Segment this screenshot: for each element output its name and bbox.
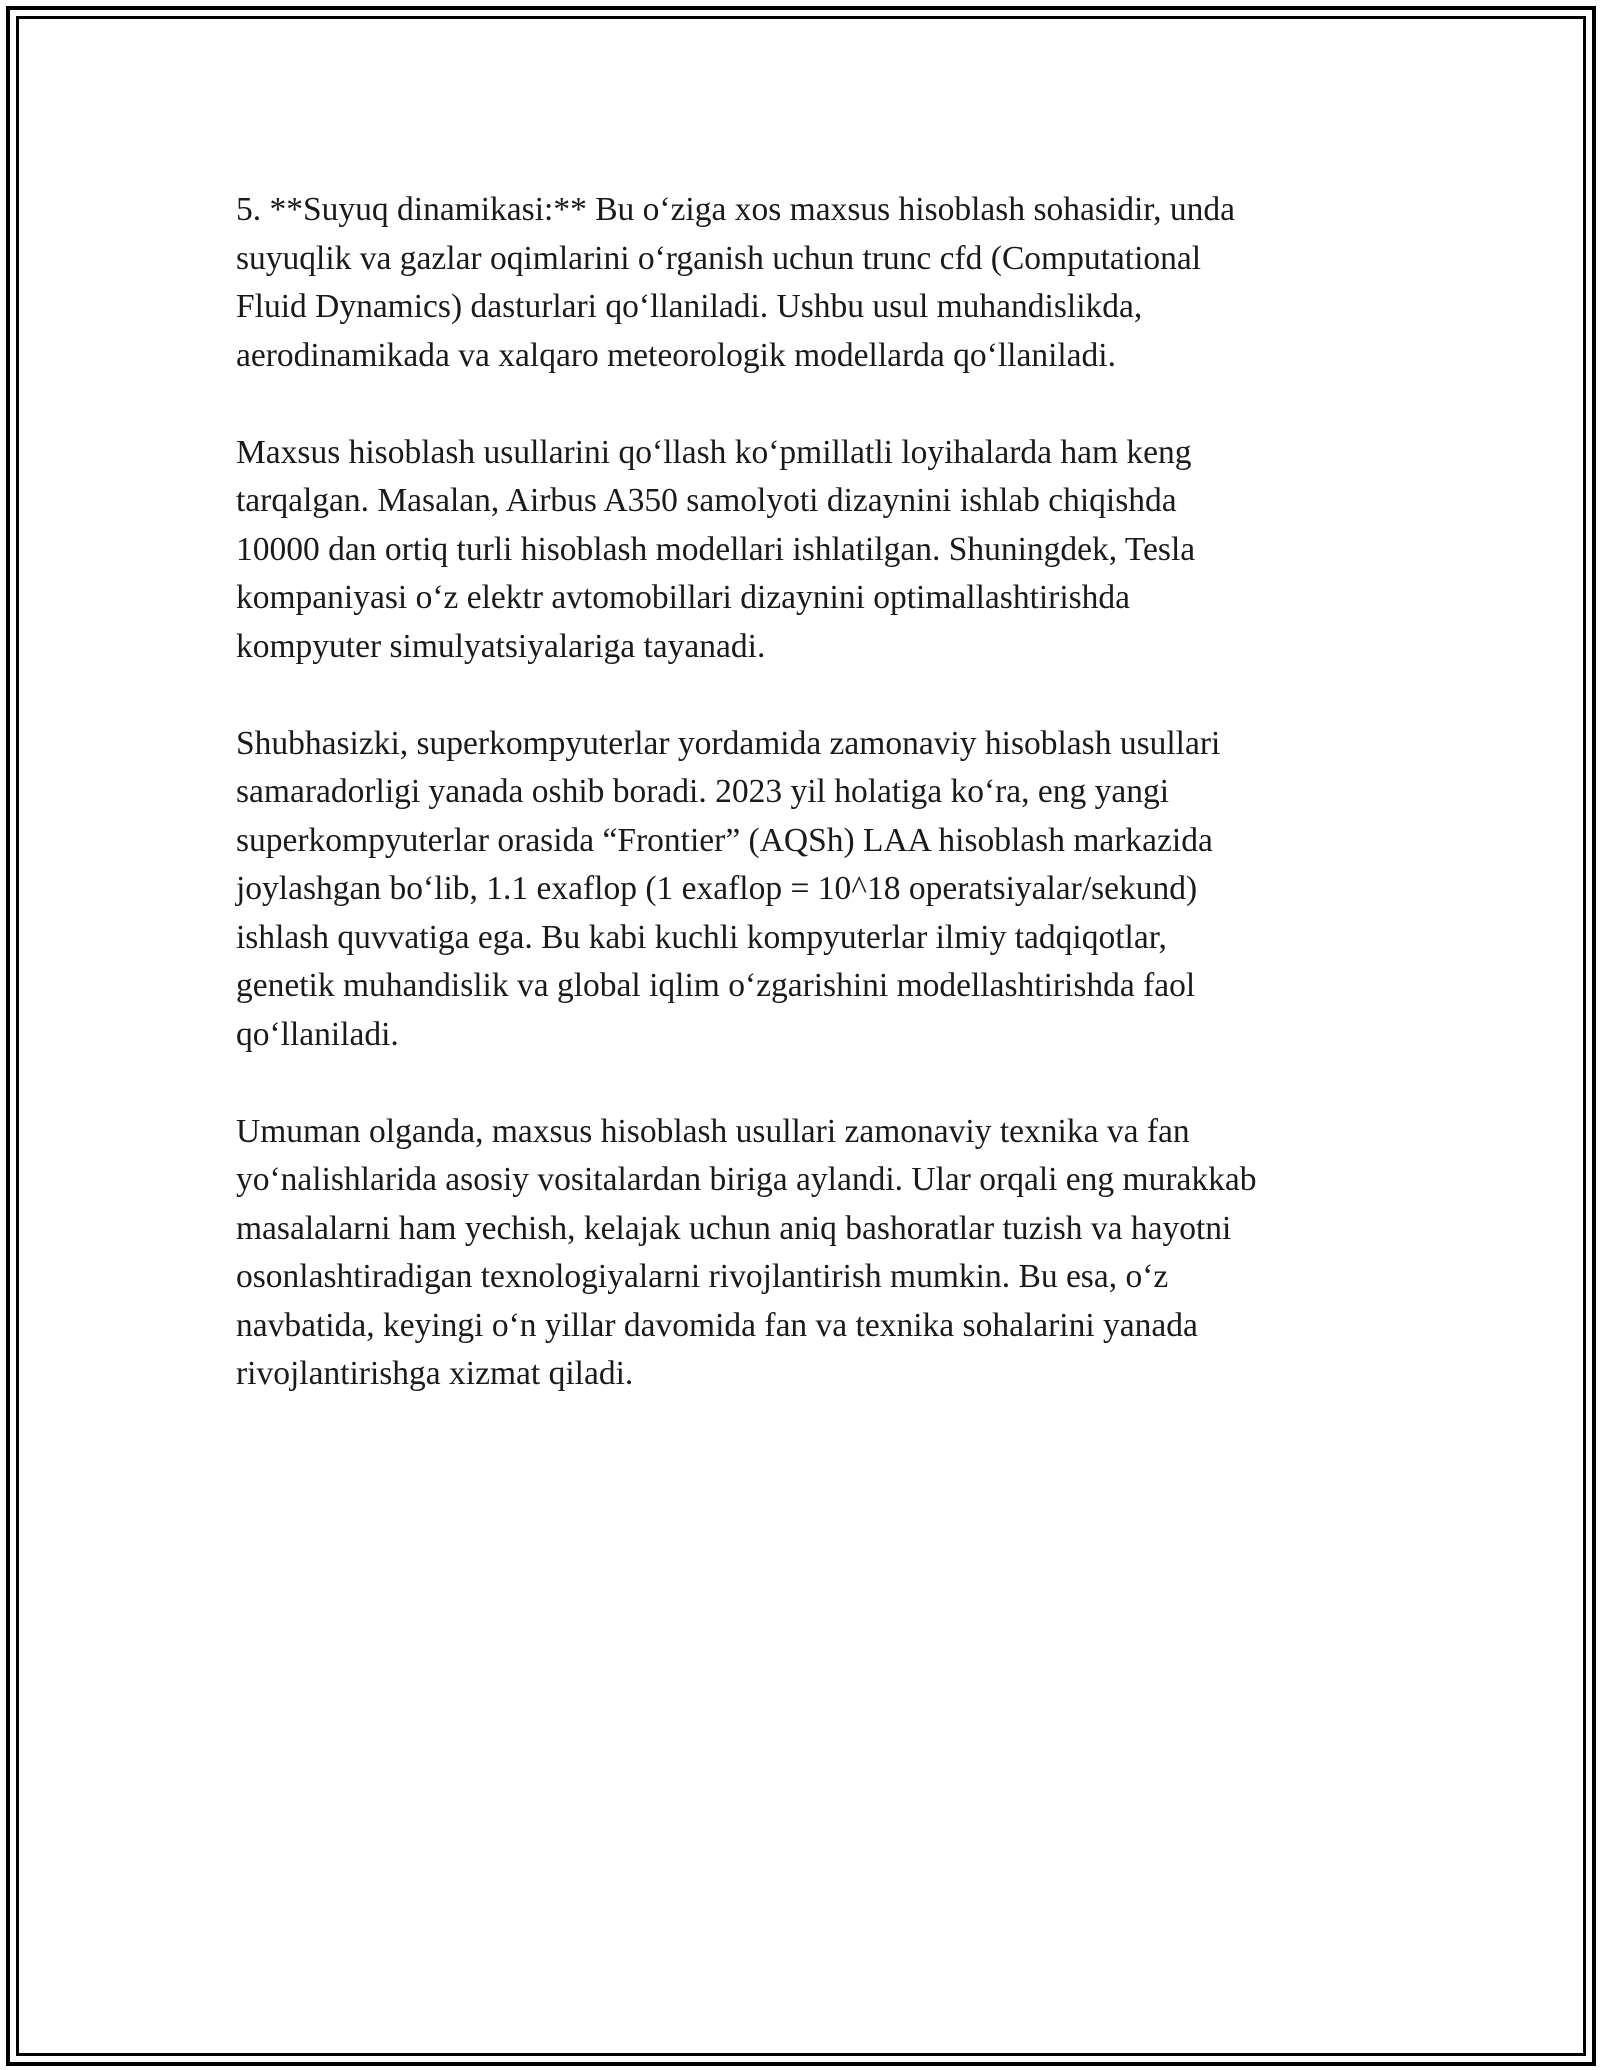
paragraph-line: Umuman olganda, maxsus hisoblash usullari zamonaviy texnika va fan [236,1112,1190,1150]
paragraph-superkompyuterlar [236,720,1396,1060]
paragraph-line: Fluid Dynamics) dasturlari qo‘llaniladi. Ushbu usul muhandislikda, [236,288,1143,325]
paragraph-umuman-olganda [236,1108,1396,1399]
paragraph-line: 5. **Suyuq dinamikasi:** Bu o‘ziga xos maxsus hisoblash sohasidir, unda [236,191,1235,228]
paragraph-line: qo‘llaniladi. [236,1015,399,1053]
paragraph-line: masalalarni ham yechish, kelajak uchun aniq bashoratlar tuzish va hayotni [236,1209,1232,1247]
paragraph-line: genetik muhandislik va global iqlim o‘zgarishini modellashtirishda faol [236,967,1196,1004]
paragraph-line: joylashgan bo‘lib, 1.1 exaflop (1 exaflop = 10^18 operatsiyalar/sekund) [236,870,1198,907]
paragraph-line: Maxsus hisoblash usullarini qo‘llash ko‘pmillatli loyihalarda ham keng [236,433,1192,471]
paragraph-line: kompaniyasi o‘z elektr avtomobillari dizaynini optimallashtirishda [236,579,1131,616]
paragraph-line: osonlashtiradigan texnologiyalarni rivojlantirish mumkin. Bu esa, o‘z [236,1258,1169,1295]
paragraph-line: samaradorligi yanada oshib boradi. 2023 yil holatiga ko‘ra, eng yangi [236,773,1170,810]
paragraph-line: Shubhasizki, superkompyuterlar yordamida zamonaviy hisoblash usullari [236,724,1221,762]
paragraph-maxsus-hisoblash [236,429,1396,672]
paragraph-line: aerodinamikada va xalqaro meteorologik modellarda qo‘llaniladi. [236,336,1116,374]
paragraph-line: tarqalgan. Masalan, Airbus A350 samolyoti dizaynini ishlab chiqishda [236,482,1177,519]
paragraph-line: kompyuter simulyatsiyalariga tayanadi. [236,627,766,665]
paragraph-line: superkompyuterlar orasida “Frontier” (AQSh) LAA hisoblash markazida [236,821,1213,859]
document-body [236,186,1396,1447]
paragraph-line: rivojlantirishga xizmat qiladi. [236,1355,634,1392]
paragraph-suyuq-dinamikasi [236,186,1396,380]
paragraph-line: suyuqlik va gazlar oqimlarini o‘rganish uchun trunc cfd (Computational [236,239,1202,277]
paragraph-line: navbatida, keyingi o‘n yillar davomida fan va texnika sohalarini yanada [236,1306,1198,1344]
paragraph-line: 10000 dan ortiq turli hisoblash modellari ishlatilgan. Shuningdek, Tesla [236,530,1196,568]
paragraph-line: ishlash quvvatiga ega. Bu kabi kuchli kompyuterlar ilmiy tadqiqotlar, [236,918,1167,956]
paragraph-line: yo‘nalishlarida asosiy vositalardan biriga aylandi. Ular orqali eng murakkab [236,1161,1257,1198]
